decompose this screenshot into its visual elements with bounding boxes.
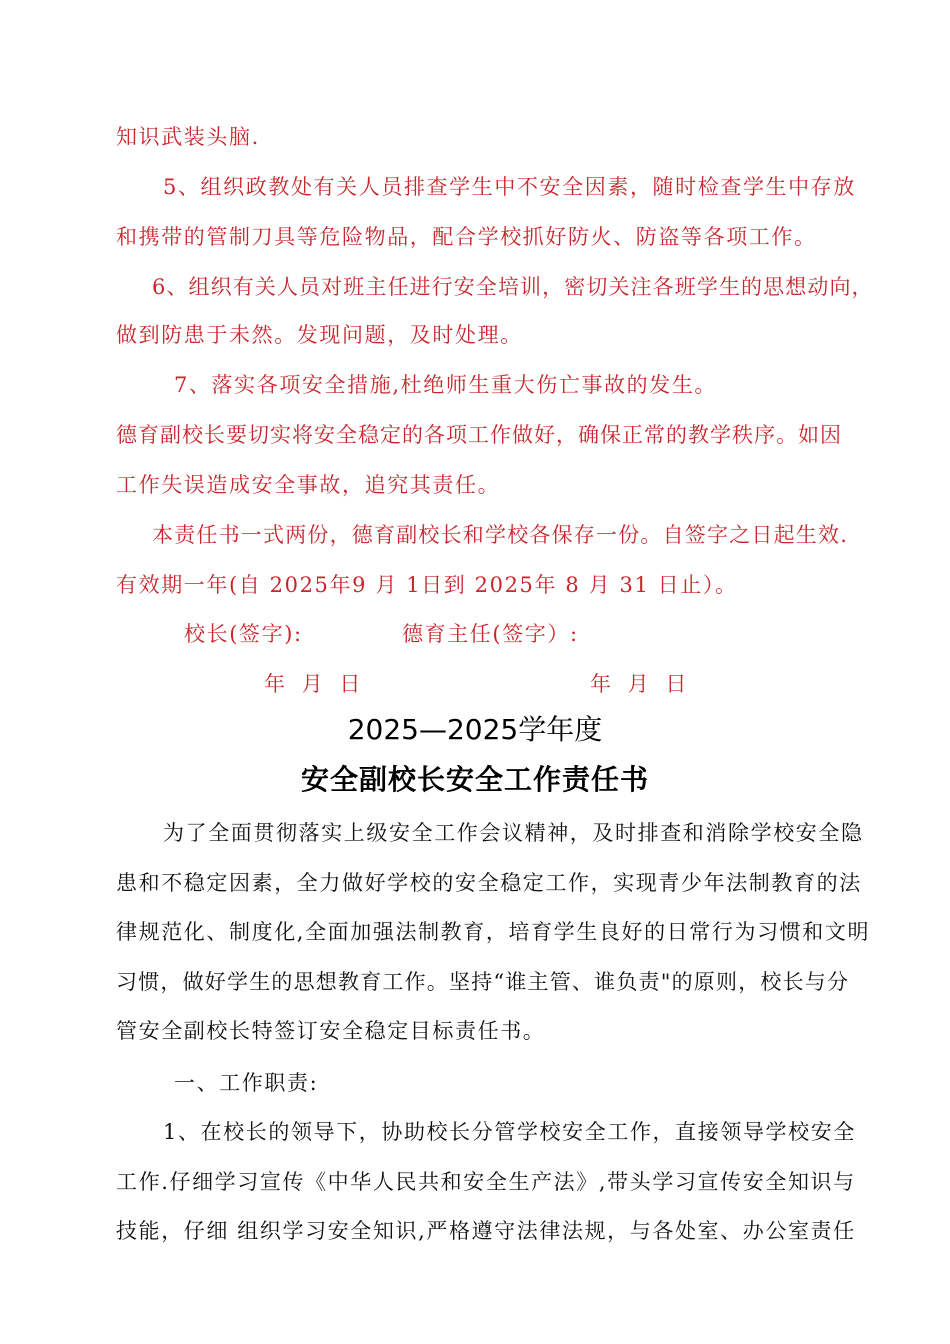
text-line: 德育副校长要切实将安全稳定的各项工作做好，确保正常的教学秩序。如因 (116, 423, 842, 447)
paragraph-line: 管安全副校长特签订安全稳定目标责任书。 (116, 1019, 546, 1043)
signature-label-principal: 校长(签字): (184, 622, 303, 646)
text-line: 做到防患于未然。发现问题，及时处理。 (116, 323, 523, 347)
text-line: 工作失误造成安全事故，追究其责任。 (116, 473, 501, 497)
paragraph-line: 律规范化、制度化,全面加强法制教育，培育学生良好的日常行为习惯和文明 (116, 920, 871, 944)
text-line: 有效期一年(自 2025年9 月 1日到 2025年 8 月 31 日止）。 (116, 573, 738, 597)
paragraph-line: 1、在校长的领导下，协助校长分管学校安全工作，直接领导学校安全 (163, 1120, 856, 1144)
text-line: 5、组织政教处有关人员排查学生中不安全因素，随时检查学生中存放 (163, 175, 856, 199)
text-line: 7、落实各项安全措施,杜绝师生重大伤亡事故的发生。 (174, 373, 718, 397)
paragraph-line: 工作.仔细学习宣传《中华人民共和安全生产法》,带头学习宣传安全知识与 (116, 1170, 856, 1194)
page-title: 安全副校长安全工作责任书 (300, 763, 649, 796)
section-heading: 一、工作职责: (174, 1071, 319, 1095)
text-line: 知识武装头脑. (116, 125, 260, 149)
date-right: 年 月 日 (590, 672, 692, 696)
year-heading: 2025—2025学年度 (347, 713, 603, 746)
text-line: 和携带的管制刀具等危险物品，配合学校抓好防火、防盗等各项工作。 (116, 225, 817, 249)
date-left: 年 月 日 (264, 672, 366, 696)
paragraph-line: 为了全面贯彻落实上级安全工作会议精神，及时排查和消除学校安全隐 (163, 821, 864, 845)
text-line: 本责任书一式两份，德育副校长和学校各保存一份。自签字之日起生效. (152, 523, 849, 547)
text-line: 6、组织有关人员对班主任进行安全培训，密切关注各班学生的思想动向， (152, 275, 874, 299)
paragraph-line: 习惯，做好学生的思想教育工作。坚持“谁主管、谁负责"的原则，校长与分 (116, 970, 850, 994)
signature-label-moral-director: 德育主任(签字）: (402, 622, 579, 646)
paragraph-line: 技能，仔细 组织学习安全知识,严格遵守法律法规，与各处室、办公室责任 (116, 1219, 856, 1243)
paragraph-line: 患和不稳定因素，全力做好学校的安全稳定工作，实现青少年法制教育的法 (116, 871, 862, 895)
